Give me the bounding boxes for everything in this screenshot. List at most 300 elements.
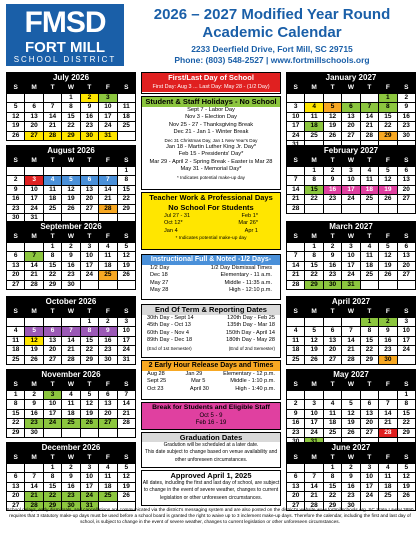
weekday-header: T [81, 84, 98, 93]
workdays-list [142, 213, 280, 235]
day-cell: 18 [361, 186, 378, 195]
day-cell: 20 [287, 492, 304, 501]
day-cell: 8 [305, 252, 322, 261]
day-cell [7, 318, 24, 327]
month-grid [6, 453, 136, 511]
info-line: May 31 - Memorial Day* [180, 166, 242, 173]
day-cell: 12 [118, 252, 135, 261]
day-cell: 28 [118, 419, 135, 428]
weekday-header: F [379, 157, 396, 166]
info-row [142, 337, 280, 344]
day-cell: 1 [81, 318, 98, 327]
day-cell: 20 [7, 492, 24, 501]
day-cell: 29 [44, 502, 61, 511]
day-cell: 27 [361, 429, 378, 438]
day-cell: 24 [287, 132, 304, 141]
weekday-header: S [287, 381, 304, 390]
day-cell: 1 [305, 167, 322, 176]
month-grid [6, 83, 136, 141]
day-cell: 6 [44, 327, 61, 336]
day-cell: 22 [305, 195, 322, 204]
day-cell: 14 [379, 410, 396, 419]
weekday-header: T [361, 157, 378, 166]
day-cell: 5 [62, 176, 79, 185]
day-cell: 22 [305, 271, 322, 280]
info-line: Jan 18 - Martin Luther King Jr. Day* [165, 143, 257, 150]
day-cell: 29 [44, 281, 61, 290]
day-cell [99, 167, 116, 176]
day-cell: 28 [379, 429, 396, 438]
day-cell: 6 [7, 252, 24, 261]
info-cell: Elementary - 11 a.m. [220, 272, 272, 279]
day-cell: 24 [44, 419, 61, 428]
day-cell: 25 [99, 492, 116, 501]
day-cell: 25 [305, 132, 322, 141]
month-title: December 2026 [6, 442, 136, 453]
info-cell: High - 12:10 p.m. [229, 287, 272, 294]
month-calendar [6, 442, 136, 511]
info-cell: Middle - 1:10 p.m. [230, 378, 275, 385]
day-cell: 18 [287, 346, 304, 355]
day-cell: 28 [62, 356, 79, 365]
day-cell: 24 [81, 492, 98, 501]
weekday-header: F [379, 381, 396, 390]
day-cell: 30 [342, 502, 359, 511]
weekday-header: M [25, 233, 42, 242]
day-cell: 12 [118, 473, 135, 482]
day-cell: 22 [379, 122, 396, 131]
day-cell: 20 [361, 419, 378, 428]
instructional-title: Instructional Full & Noted -1/2 Days- [142, 255, 280, 265]
weekday-header: T [324, 381, 341, 390]
day-cell [305, 464, 322, 473]
instructional-list [142, 265, 280, 295]
day-cell: 7 [44, 103, 61, 112]
day-cell [305, 318, 322, 327]
day-cell: 17 [118, 337, 135, 346]
info-row [142, 386, 280, 393]
info-line: * Indicates potential make-up day [177, 174, 245, 180]
info-row [142, 378, 280, 385]
info-line: All dates, including the first and last day of school, are subject [142, 480, 280, 486]
weekday-header: S [7, 454, 24, 463]
day-cell: 1 [398, 391, 415, 400]
day-cell: 17 [44, 410, 61, 419]
day-cell: 4 [305, 103, 322, 112]
day-cell: 9 [379, 327, 396, 336]
weekday-header: F [99, 84, 116, 93]
weekday-header: S [398, 157, 415, 166]
day-cell: 5 [324, 103, 341, 112]
info-line: Nov 25 - 27 - Thanksgiving Break [168, 121, 254, 128]
day-cell: 15 [81, 337, 98, 346]
day-cell: 5 [81, 391, 98, 400]
day-cell: 6 [361, 400, 378, 409]
weekday-header: W [342, 308, 359, 317]
day-cell: 4 [99, 464, 116, 473]
day-cell: 13 [398, 252, 415, 261]
day-cell [287, 464, 304, 473]
day-cell: 24 [118, 346, 135, 355]
day-cell: 16 [287, 419, 304, 428]
info-row [142, 315, 280, 322]
day-cell: 7 [342, 327, 359, 336]
day-cell: 10 [361, 473, 378, 482]
day-cell: 18 [361, 262, 378, 271]
info-cell: 1/2 Day [150, 265, 170, 271]
month-grid [6, 380, 136, 438]
day-cell: 21 [287, 195, 304, 204]
day-cell: 28 [25, 502, 42, 511]
day-cell: 6 [99, 391, 116, 400]
day-cell: 15 [44, 483, 61, 492]
workday-left: Oct 12* [164, 220, 183, 227]
day-cell: 16 [324, 186, 341, 195]
day-cell: 11 [118, 103, 135, 112]
break-title: Break for Students and Eligible Staff [152, 404, 270, 411]
weekday-header: M [305, 233, 322, 242]
workdays-subtitle: No School For Students [168, 203, 254, 212]
day-cell: 24 [398, 346, 415, 355]
day-cell: 15 [379, 113, 396, 122]
day-cell: 17 [398, 337, 415, 346]
weekday-header: M [25, 84, 42, 93]
info-cell: 45th Day - Oct 13 [147, 322, 191, 329]
holidays-title: Student & Staff Holidays - No School [142, 97, 280, 107]
info-cell: Dec 18 [150, 272, 168, 279]
info-line: Dec 21 - Jan 1 - Winter Break [173, 129, 249, 136]
day-cell: 3 [342, 167, 359, 176]
day-cell: 2 [379, 318, 396, 327]
month-title: April 2027 [286, 296, 416, 307]
day-cell: 14 [25, 262, 42, 271]
page-title-line2: Academic Calendar [202, 24, 342, 41]
info-line: legislation or other unforeseen circumstances. [160, 494, 262, 501]
day-cell [361, 391, 378, 400]
day-cell: 3 [99, 94, 116, 103]
day-cell: 9 [287, 410, 304, 419]
info-line: Oct 5 - 9 [199, 413, 223, 419]
day-cell: 27 [25, 132, 42, 141]
day-cell: 29 [305, 281, 322, 290]
month-title: June 2027 [286, 442, 416, 453]
day-cell [44, 94, 61, 103]
day-cell: 25 [324, 429, 341, 438]
workday-right: Mar 26* [238, 220, 258, 227]
day-cell: 25 [99, 271, 116, 280]
weekday-header: S [287, 308, 304, 317]
day-cell: 22 [361, 346, 378, 355]
weekday-header: T [44, 381, 61, 390]
logo-sub: FORT MILL [25, 39, 105, 56]
footer-note: School delays, early dismissals, and cancellations are communicated via the district's messaging system and are also posted on the district's website www.fortmillschools.org. SC State Law H.3890 requires that 3 statutory make-up days must be used before a school board is granted the right to waive up to 3 inclement make-up days. Therefore the calendar, including the first and last day of school, is subject to change in the event of severe weather, changes to current legislation or other unforeseen circumstances. [6, 507, 414, 524]
day-cell: 4 [44, 176, 61, 185]
day-cell: 2 [81, 94, 98, 103]
day-cell: 8 [324, 473, 341, 482]
day-cell [7, 94, 24, 103]
day-cell: 24 [342, 271, 359, 280]
day-cell: 12 [81, 400, 98, 409]
day-cell: 30 [25, 429, 42, 438]
approved-box [141, 470, 281, 506]
day-cell [7, 167, 24, 176]
holidays-box [141, 96, 281, 190]
day-cell: 23 [25, 419, 42, 428]
day-cell [25, 318, 42, 327]
day-cell: 16 [7, 195, 24, 204]
day-cell: 11 [361, 252, 378, 261]
day-cell: 28 [44, 132, 61, 141]
info-cell: April 30 [189, 385, 209, 392]
info-cell: (End of 1st Semester) [147, 345, 192, 351]
day-cell [342, 205, 359, 214]
day-cell: 20 [44, 346, 61, 355]
day-cell: 2 [7, 176, 24, 185]
day-cell: 2 [398, 94, 415, 103]
day-cell: 12 [305, 337, 322, 346]
day-cell: 19 [305, 346, 322, 355]
day-cell: 16 [398, 113, 415, 122]
day-cell: 15 [62, 113, 79, 122]
weekday-header: S [118, 84, 135, 93]
day-cell: 9 [81, 103, 98, 112]
logo-main: FMSD [24, 6, 106, 39]
workdays-note: * Indicates potential make-up day [175, 236, 247, 242]
weekday-header: M [305, 381, 322, 390]
day-cell: 2 [62, 464, 79, 473]
weekday-header: T [81, 308, 98, 317]
day-cell: 7 [361, 103, 378, 112]
day-cell: 17 [287, 122, 304, 131]
day-cell: 17 [81, 262, 98, 271]
weekday-header: S [118, 454, 135, 463]
info-row [142, 272, 280, 279]
month-title: January 2027 [286, 72, 416, 83]
info-line: to change in the event of severe weather, changes to current [143, 487, 279, 494]
workday-left: Jul 27 - 31 [164, 213, 191, 219]
day-cell: 2 [324, 243, 341, 252]
info-cell: 120th Day - Feb 25 [227, 315, 275, 321]
day-cell: 13 [361, 410, 378, 419]
info-line: Feb 15 - Presidents' Day* [178, 151, 244, 158]
day-cell: 9 [25, 400, 42, 409]
day-cell: 20 [398, 262, 415, 271]
day-cell [99, 281, 116, 290]
day-cell: 8 [44, 473, 61, 482]
day-cell: 29 [361, 356, 378, 365]
month-grid [286, 453, 416, 511]
weekday-header: W [342, 454, 359, 463]
day-cell: 9 [324, 176, 341, 185]
month-title: March 2027 [286, 221, 416, 232]
day-cell: 1 [62, 94, 79, 103]
day-cell: 24 [99, 122, 116, 131]
day-cell [379, 205, 396, 214]
day-cell: 27 [81, 205, 98, 214]
day-cell: 26 [342, 429, 359, 438]
weekday-header: T [361, 454, 378, 463]
day-cell: 13 [44, 337, 61, 346]
day-cell [361, 281, 378, 290]
workday-right: Feb 1* [241, 213, 258, 219]
day-cell: 24 [361, 492, 378, 501]
day-cell: 7 [379, 400, 396, 409]
day-cell [62, 318, 79, 327]
day-cell: 6 [287, 473, 304, 482]
day-cell: 21 [287, 271, 304, 280]
day-cell: 18 [99, 262, 116, 271]
month-calendar [286, 72, 416, 151]
day-cell: 8 [62, 103, 79, 112]
day-cell: 19 [118, 483, 135, 492]
day-cell: 2 [287, 400, 304, 409]
graduation-title: Graduation Dates [142, 433, 280, 442]
day-cell: 4 [7, 327, 24, 336]
day-cell: 18 [44, 195, 61, 204]
day-cell: 16 [99, 337, 116, 346]
day-cell: 14 [44, 113, 61, 122]
day-cell: 8 [7, 400, 24, 409]
end-term-list [142, 315, 280, 352]
day-cell [25, 94, 42, 103]
workday-row [142, 220, 280, 227]
day-cell: 3 [81, 464, 98, 473]
info-line: Sept 7 - Labor Day [187, 107, 235, 113]
day-cell: 16 [324, 262, 341, 271]
day-cell [287, 391, 304, 400]
weekday-header: S [118, 308, 135, 317]
workday-right: Apr 1 [244, 227, 258, 234]
day-cell: 3 [118, 318, 135, 327]
day-cell: 25 [7, 356, 24, 365]
day-cell: 19 [25, 346, 42, 355]
day-cell: 9 [62, 252, 79, 261]
day-cell: 5 [305, 327, 322, 336]
day-cell: 9 [7, 186, 24, 195]
day-cell: 30 [62, 502, 79, 511]
weekday-header: F [379, 84, 396, 93]
day-cell: 6 [25, 103, 42, 112]
day-cell [99, 429, 116, 438]
day-cell: 20 [7, 271, 24, 280]
day-cell [398, 356, 415, 365]
day-cell: 10 [99, 103, 116, 112]
workday-row [142, 213, 280, 220]
weekday-header: S [398, 308, 415, 317]
day-cell: 30 [7, 214, 24, 223]
day-cell: 18 [305, 122, 322, 131]
month-calendar [286, 221, 416, 290]
info-cell: 30th Day - Sept 14 [147, 315, 194, 321]
day-cell: 3 [342, 243, 359, 252]
day-cell: 2 [62, 243, 79, 252]
month-calendar [286, 442, 416, 511]
day-cell: 5 [379, 243, 396, 252]
weekday-header: W [62, 454, 79, 463]
day-cell: 12 [62, 186, 79, 195]
weekday-header: T [324, 454, 341, 463]
day-cell: 12 [324, 113, 341, 122]
day-cell: 14 [305, 483, 322, 492]
day-cell: 7 [305, 473, 322, 482]
graduation-text [142, 442, 280, 464]
day-cell: 5 [25, 327, 42, 336]
day-cell: 13 [324, 337, 341, 346]
day-cell: 23 [324, 271, 341, 280]
weekday-header: S [118, 381, 135, 390]
day-cell: 22 [62, 122, 79, 131]
weekday-header: T [44, 157, 61, 166]
day-cell: 1 [44, 464, 61, 473]
day-cell: 6 [7, 473, 24, 482]
day-cell: 4 [99, 243, 116, 252]
day-cell: 3 [361, 464, 378, 473]
day-cell: 27 [398, 195, 415, 204]
day-cell: 26 [379, 271, 396, 280]
day-cell: 11 [287, 337, 304, 346]
info-cell: 150th Day - April 14 [225, 329, 275, 336]
month-title: October 2026 [6, 296, 136, 307]
day-cell [62, 429, 79, 438]
day-cell: 3 [398, 318, 415, 327]
day-cell: 15 [305, 262, 322, 271]
day-cell: 23 [62, 492, 79, 501]
day-cell: 27 [324, 356, 341, 365]
day-cell: 14 [287, 186, 304, 195]
day-cell [44, 318, 61, 327]
day-cell: 3 [44, 391, 61, 400]
day-cell: 8 [361, 327, 378, 336]
month-title: September 2026 [6, 221, 136, 232]
day-cell: 7 [62, 327, 79, 336]
day-cell: 8 [44, 252, 61, 261]
weekday-header: T [324, 157, 341, 166]
weekday-header: W [342, 233, 359, 242]
weekday-header: W [342, 84, 359, 93]
day-cell: 18 [7, 346, 24, 355]
day-cell: 14 [342, 337, 359, 346]
day-cell: 30 [81, 132, 98, 141]
day-cell: 26 [25, 356, 42, 365]
day-cell: 17 [99, 113, 116, 122]
day-cell: 2 [342, 464, 359, 473]
info-row [142, 322, 280, 329]
day-cell: 19 [118, 262, 135, 271]
day-cell: 21 [379, 419, 396, 428]
weekday-header: T [361, 381, 378, 390]
month-calendar [6, 296, 136, 365]
day-cell: 15 [44, 262, 61, 271]
day-cell: 5 [398, 464, 415, 473]
day-cell: 22 [81, 346, 98, 355]
day-cell [287, 94, 304, 103]
weekday-header: T [361, 84, 378, 93]
day-cell: 7 [99, 176, 116, 185]
day-cell: 16 [342, 483, 359, 492]
day-cell: 23 [62, 271, 79, 280]
info-cell: 1/2 Day Dismissal Times [210, 265, 272, 271]
weekday-header: T [324, 233, 341, 242]
day-cell: 6 [398, 243, 415, 252]
weekday-header: T [361, 308, 378, 317]
day-cell: 16 [379, 337, 396, 346]
info-line: Mar 29 - April 2 - Spring Break - Easter is Mar 28 [149, 158, 273, 165]
day-cell: 10 [25, 186, 42, 195]
day-cell: 26 [398, 492, 415, 501]
day-cell: 27 [287, 502, 304, 511]
weekday-header: T [361, 233, 378, 242]
day-cell: 31 [118, 356, 135, 365]
